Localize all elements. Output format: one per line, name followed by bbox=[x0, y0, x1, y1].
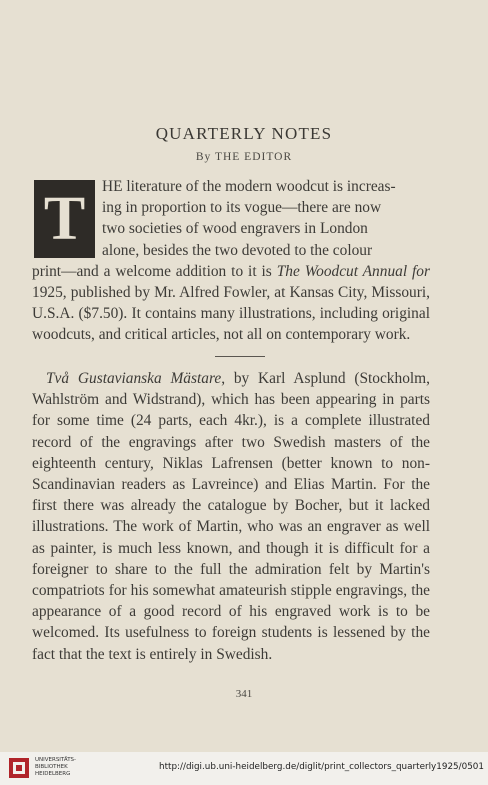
para1-body bbox=[32, 261, 430, 346]
library-line-2: BIBLIOTHEK bbox=[35, 764, 68, 770]
initial-letter: T bbox=[43, 185, 86, 253]
page-number: 341 bbox=[235, 688, 253, 700]
para1-line-3: two societies of wood engravers in London bbox=[102, 220, 368, 238]
library-line-3: HEIDELBERG bbox=[35, 771, 71, 777]
para2-italic-title: Två Gustavianska Mästare bbox=[46, 370, 222, 387]
source-url[interactable]: http://digi.ub.uni-heidelberg.de/diglit/print_collectors_quarterly1925/0501 bbox=[159, 762, 484, 772]
para1-text-a: print—and a welcome addition to it is bbox=[32, 262, 277, 280]
byline: By THE EDITOR bbox=[195, 151, 293, 163]
para1-italic-title: The Woodcut Annual for bbox=[276, 262, 430, 280]
para1-text-b: 1925, published by Mr. Alfred Fowler, at Kansas City, Missouri, U.S.A. ($7.50). It contains many illustrations, including original woodcuts, and critical articles, not all on contemporary work. bbox=[32, 284, 430, 344]
para2-body bbox=[32, 368, 430, 665]
para1-line-1: HE literature of the modern woodcut is increas- bbox=[102, 178, 396, 195]
section-divider bbox=[215, 356, 265, 357]
para2-text: , by Karl Asplund (Stockholm, Wahlström and Widstrand), which has been appearing in parts for some time (24 parts, each 4kr.), is a complete illustrated record of the engravings after two Swedish masters of the eighteenth century, Niklas Lafrensen (better known to non-Scandinavian readers as Lavreince) and Elias Martin. For the first there was already the catalogue by Bocher, but it lacked illustrations. The work of Martin, who was an engraver as well as painter, is much less known, and though it is difficult for a foreigner to share to the full the admiration felt by Martin's compatriots for his somewhat amateurish stipple engravings, the appearance of a good record of his engraved work is to be welcomed. Its usefulness to foreign students is lessened by the fact that the text is entirely in Swedish. bbox=[32, 370, 430, 663]
paragraph-1 bbox=[32, 176, 430, 346]
library-name bbox=[35, 757, 125, 778]
para1-line-2: ing in proportion to its vogue—there are now bbox=[102, 199, 382, 217]
para1-line-4: alone, besides the two devoted to the colour bbox=[102, 241, 373, 259]
library-line-1: UNIVERSITÄTS- bbox=[35, 757, 77, 763]
paragraph-2 bbox=[32, 368, 430, 665]
library-logo-icon bbox=[8, 757, 30, 779]
page-title: QUARTERLY NOTES bbox=[155, 124, 333, 143]
